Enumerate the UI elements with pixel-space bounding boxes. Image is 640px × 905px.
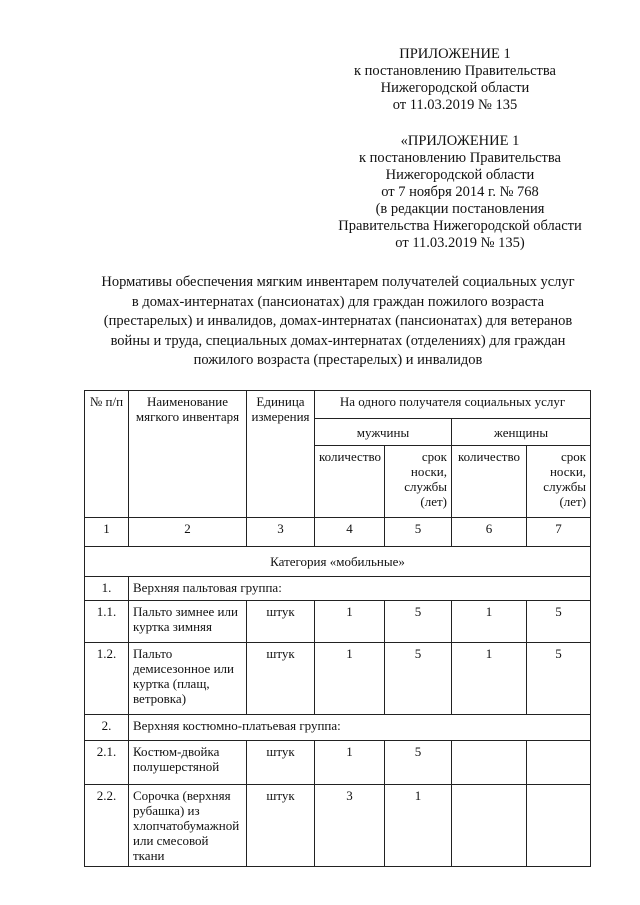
row-qty-women: 1 [452, 643, 527, 715]
column-number: 4 [315, 518, 385, 547]
appendix-header-original [318, 133, 602, 252]
appendix-title: «ПРИЛОЖЕНИЕ 1 [400, 133, 520, 149]
appendix-ref-date: от 7 ноября 2014 г. № 768 [381, 184, 539, 200]
row-num: 2.1. [85, 741, 129, 785]
row-term-women: 5 [527, 601, 591, 643]
column-number: 7 [527, 518, 591, 547]
title-line: пожилого возраста (престарелых) и инвалидов [193, 352, 483, 368]
col-header-women: женщины [452, 419, 591, 446]
row-term-men: 5 [385, 601, 452, 643]
col-header-quantity-women: количество [452, 446, 527, 518]
column-number: 1 [85, 518, 129, 547]
row-qty-men: 3 [315, 785, 385, 867]
appendix-ref-date: от 11.03.2019 № 135) [395, 235, 525, 251]
row-qty-women [452, 741, 527, 785]
group-num: 2. [85, 715, 129, 741]
appendix-ref-line: к постановлению Правительства [359, 150, 561, 166]
appendix-ref-line: к постановлению Правительства [354, 63, 556, 79]
title-line: в домах-интернатах (пансионатах) для граждан пожилого возраста [131, 293, 545, 310]
table-row [85, 643, 591, 715]
row-term-women: 5 [527, 643, 591, 715]
col-header-num: № п/п [85, 391, 129, 518]
row-unit: штук [247, 741, 315, 785]
appendix-ref-line: Нижегородской области [385, 167, 535, 183]
title-line: Нормативы обеспечения мягким инвентарем получателей социальных услуг [101, 274, 575, 290]
row-qty-women [452, 785, 527, 867]
col-header-term-men: срок носки, службы (лет) [385, 446, 452, 518]
group-num: 1. [85, 577, 129, 601]
row-name: Пальто демисезонное или куртка (плащ, ветровка) [129, 643, 247, 715]
row-unit: штук [247, 785, 315, 867]
row-name: Сорочка (верхняя рубашка) из хлопчатобумажной или смесовой ткани [129, 785, 247, 867]
col-header-per-recipient: На одного получателя социальных услуг [315, 391, 591, 419]
appendix-ref-line: Нижегородской области [380, 80, 530, 96]
appendix-ref-date: от 11.03.2019 № 135 [392, 97, 518, 113]
row-term-men: 5 [385, 643, 452, 715]
row-unit: штук [247, 643, 315, 715]
row-qty-men: 1 [315, 741, 385, 785]
col-header-term-women: срок носки, службы (лет) [527, 446, 591, 518]
appendix-title: ПРИЛОЖЕНИЕ 1 [399, 46, 511, 62]
title-line: (престарелых) и инвалидов, домах-интернатах (пансионатах) для ветеранов [103, 313, 573, 329]
row-name: Костюм-двойка полушерстяной [129, 741, 247, 785]
group-name: Верхняя пальтовая группа: [129, 577, 591, 601]
appendix-ref-line: (в редакции постановления [375, 201, 545, 217]
group-row [85, 715, 591, 741]
row-qty-men: 1 [315, 601, 385, 643]
column-number: 3 [247, 518, 315, 547]
column-number: 5 [385, 518, 452, 547]
row-term-men: 1 [385, 785, 452, 867]
title-line: войны и труда, специальных домах-интернатах (отделениях) для граждан [110, 332, 566, 349]
col-header-quantity-men: количество [315, 446, 385, 518]
row-unit: штук [247, 601, 315, 643]
column-number-row [85, 518, 591, 547]
row-term-women [527, 741, 591, 785]
table-row [85, 741, 591, 785]
col-header-men: мужчины [315, 419, 452, 446]
row-num: 1.2. [85, 643, 129, 715]
norms-table [84, 390, 591, 867]
row-num: 2.2. [85, 785, 129, 867]
row-qty-men: 1 [315, 643, 385, 715]
row-term-women [527, 785, 591, 867]
col-header-unit: Единица измерения [247, 391, 315, 518]
row-term-men: 5 [385, 741, 452, 785]
row-qty-women: 1 [452, 601, 527, 643]
category-row: Категория «мобильные» [85, 547, 591, 577]
group-name: Верхняя костюмно-платьевая группа: [129, 715, 591, 741]
row-num: 1.1. [85, 601, 129, 643]
column-number: 6 [452, 518, 527, 547]
appendix-header-current [330, 46, 580, 114]
table-row [85, 785, 591, 867]
column-number: 2 [129, 518, 247, 547]
col-header-name: Наименование мягкого инвентаря [129, 391, 247, 518]
appendix-ref-line: Правительства Нижегородской области [338, 218, 582, 234]
table-row [85, 601, 591, 643]
row-name: Пальто зимнее или куртка зимняя [129, 601, 247, 643]
document-title [76, 273, 600, 371]
group-row [85, 577, 591, 601]
